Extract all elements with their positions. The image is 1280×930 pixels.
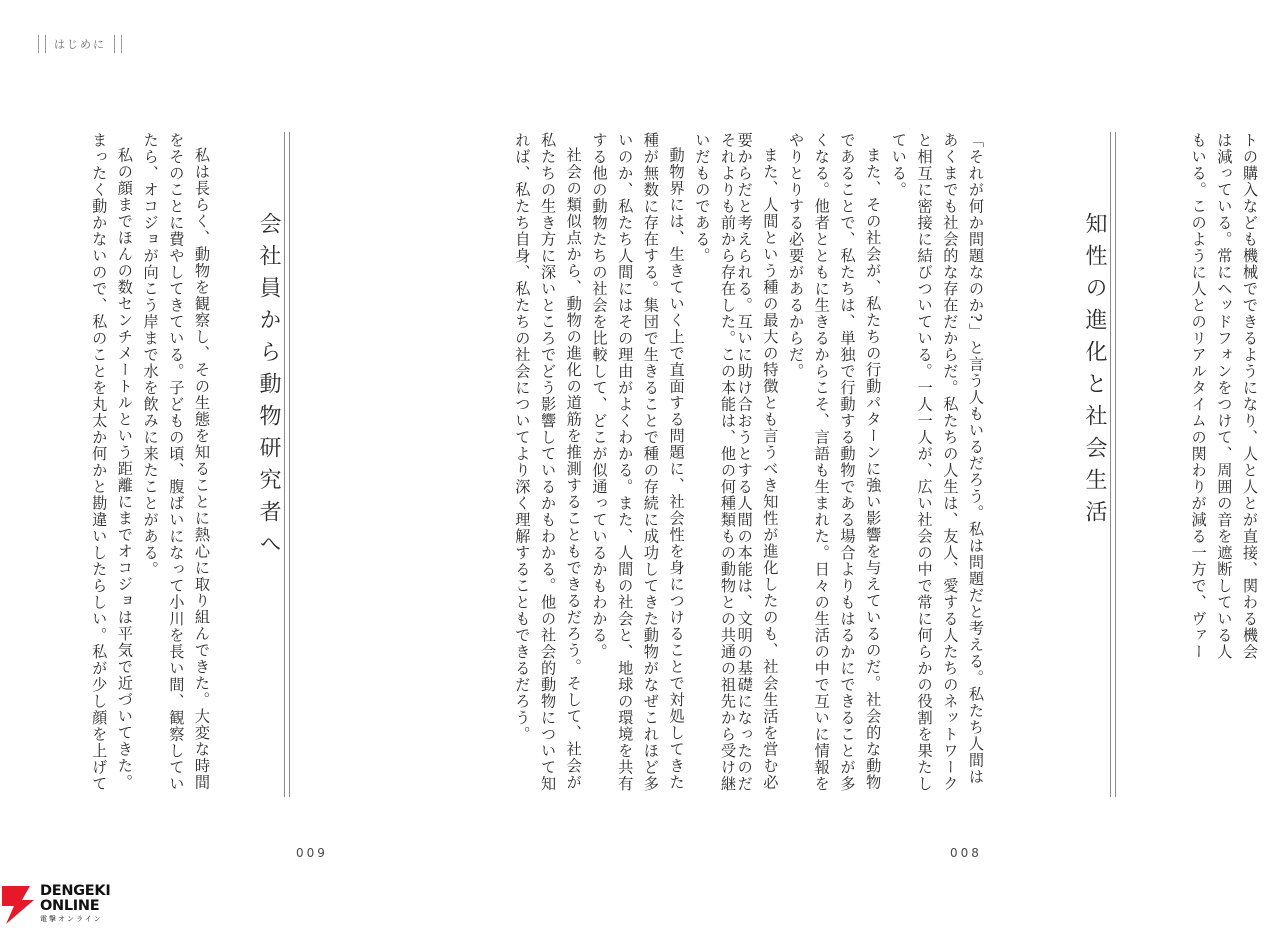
running-header: [30, 34, 130, 54]
page-number-left: 009: [296, 846, 328, 860]
dengeki-online-logo: [0, 882, 130, 926]
logo-line-3: 電撃オンライン: [40, 915, 103, 923]
running-title: はじめに: [54, 38, 106, 51]
section-heading-researcher: 会社員から動物研究者へ: [256, 212, 281, 564]
right-page-intro: [1182, 132, 1262, 672]
page-number-right: 008: [950, 846, 982, 860]
left-heading-block: [224, 132, 314, 797]
paragraph: また、その社会が、私たちの行動パターンに強い影響を与えているのだ。社会的な動物であることで、私たちは、単独で行動する動物である場合よりもはるかにできることが多くなる。他者とともに生きるからこそ、言語も生まれた。日々の生活の中で互いに情報をやりとりする必要があるからだ。: [787, 132, 883, 792]
lightning-bolt-icon: [0, 882, 40, 926]
paragraph: 私の顔までほんの数センチメートルという距離にまでオコジョは平気で近づいてきた。まったく動かないので、私のことを丸太か何かと勘違いしたらしい。私が少し顔を上げて: [90, 132, 134, 792]
section-heading-intellect: 知性の進化と社会生活: [1082, 212, 1107, 532]
paragraph: 「それが何か問題なのか?」と言う人もいるだろう。私は問題だと考える。私たち人間はあくまでも社会的な存在だからだ。私たちの人生は、友人、愛する人たちのネットワークと相互に密接に結びついている。一人一人が、広い社会の中で常に何らかの役割を果たしている。: [889, 132, 985, 792]
paragraph: それよりも前から存在した。この本能は、他の何種類もの動物との共通の祖先から受け継いだものである。: [693, 132, 737, 792]
heading-rule: [1110, 132, 1116, 797]
paragraph: また、人間という種の最大の特徴とも言うべき知性が進化したのも、社会生活を営む必要からだと考えられる。互いに助け合おうとする人間の本能は、文明の基礎になったのだ: [735, 132, 780, 792]
left-page-body-2: [74, 132, 214, 797]
right-heading-block: [1050, 132, 1160, 797]
paragraph: 動物界には、生きていく上で直面する問題に、社会性を身につけることで対処してきた種が無数に存在する。集団で生きることで種の存続に成功してきた動物がなぜこれほど多いのか、私たち人間にはその理由がよくわかる。また、人間の社会と、地球の環境を共有する他の動物たちの社会を比較して、どこが似通っているかもわかる。: [590, 132, 686, 792]
header-left-bars: [38, 35, 46, 53]
heading-rule: [284, 132, 290, 797]
logo-line-1: DENGEKI: [40, 883, 111, 899]
right-page-body: [728, 132, 988, 797]
right-intro-paragraph: トの購入なども機械でできるようになり、人と人とが直接、関わる機会は減っている。常にヘッドフォンをつけて、周囲の音を遮断している人もいる。このように人とのリアルタイムの関わりが減る一方で、ヴァー: [1189, 132, 1259, 660]
paragraph: 私は長らく、動物を観察し、その生態を知ることに熱心に取り組んできた。大変な時間をそのことに費やしてきている。子どもの頃、腹ばいになって小川を長い間、観察していたら、オコジョが向こう岸まで水を飲みに来たことがある。: [141, 132, 211, 792]
left-page-body: [508, 132, 740, 797]
logo-line-2: ONLINE: [40, 898, 100, 914]
paragraph: 社会の類似点から、動物の進化の道筋を推測することもできるだろう。そして、社会が私たちの生き方に深いところでどう影響しているかもわかる。他の社会的動物について知れば、私たち自身、私たちの社会についてより深く理解することもできるだろう。: [513, 132, 583, 792]
header-right-bars: [114, 35, 122, 53]
